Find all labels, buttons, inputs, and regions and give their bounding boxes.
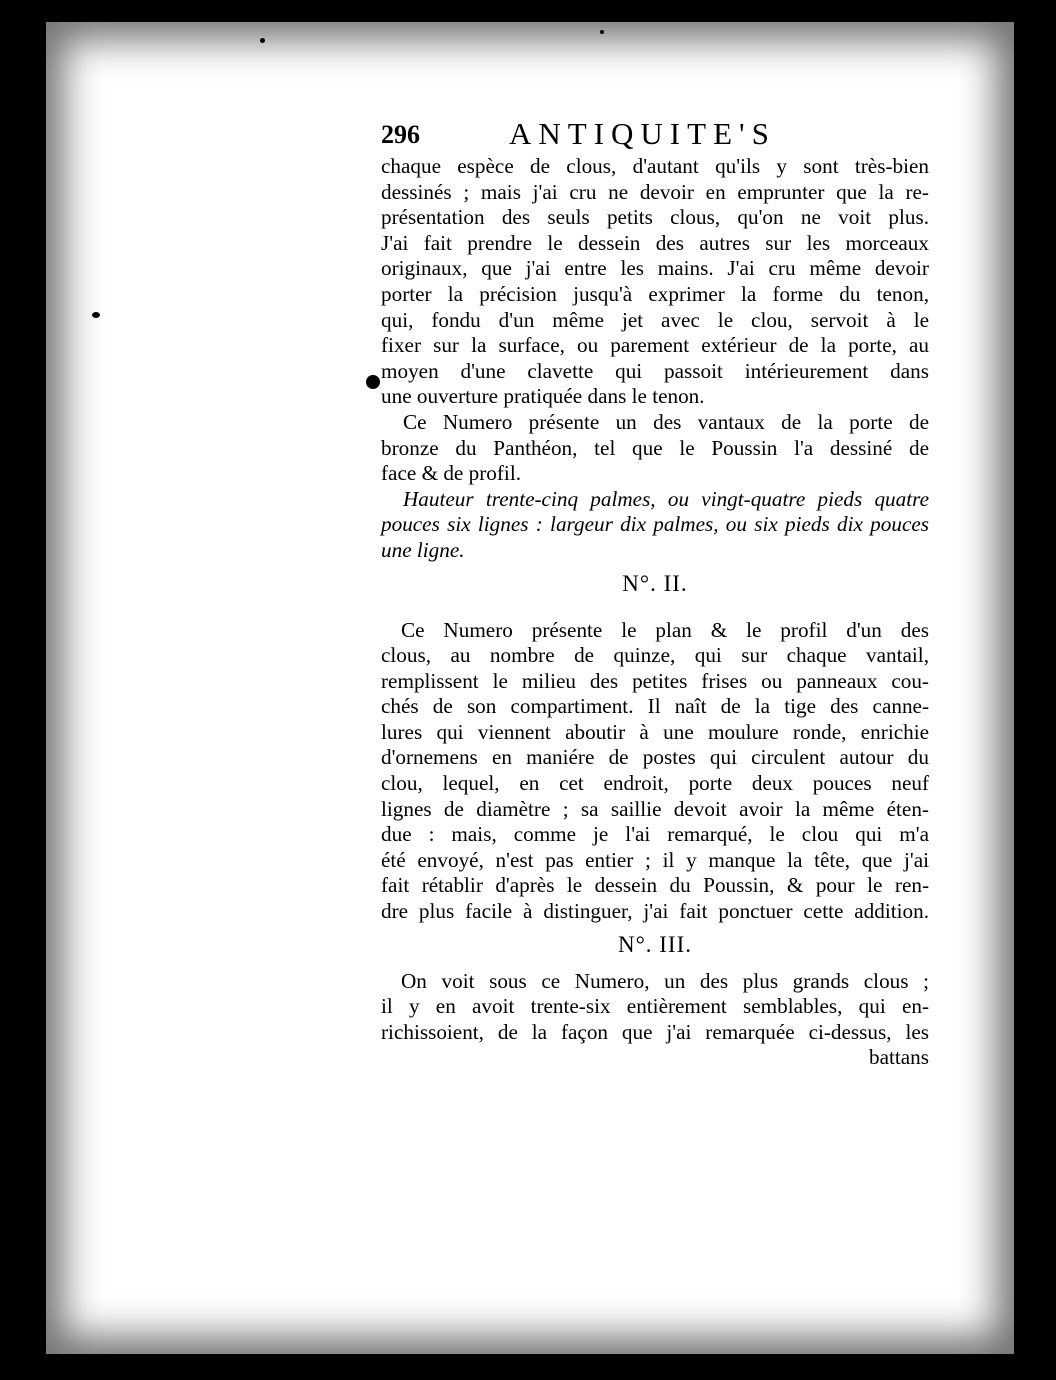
text-line: richissoient, de la façon que j'ai remarquée ci-dessus, les (381, 1019, 929, 1044)
text-line: une ligne. (381, 537, 465, 562)
section-heading: N°. II. (622, 570, 688, 596)
scan-speck (600, 30, 604, 34)
text-line: Ce Numero présente un des vantaux de la porte de (403, 409, 929, 434)
catchword: battans (868, 1045, 929, 1070)
text-line: pouces six lignes : largeur dix palmes, ou six pieds dix pouces (381, 512, 929, 537)
running-title: ANTIQUITE'S (509, 116, 776, 151)
text-line: il y en avoit trente-six entièrement semblables, qui en- (381, 994, 929, 1019)
text-line: porter la précision jusqu'à exprimer la forme du tenon, (381, 281, 929, 306)
text-line: d'ornemens en maniére de postes qui circulent autour du (381, 745, 929, 770)
text-line: une ouverture pratiquée dans le tenon. (381, 384, 705, 409)
text-line: due : mais, comme je l'ai remarqué, le clou qui m'a (381, 822, 929, 847)
scan-speck (260, 38, 265, 43)
text-line: Ce Numero présente le plan & le profil d'un des (401, 617, 929, 642)
text-line: fait rétablir d'après le dessein du Poussin, & pour le ren- (381, 873, 929, 898)
text-line: originaux, que j'ai entre les mains. J'ai cru même devoir (381, 256, 929, 281)
text-line: bronze du Panthéon, tel que le Poussin l'a dessiné de (381, 435, 929, 460)
text-line: moyen d'une clavette qui passoit intérieurement dans (381, 358, 929, 383)
scan-speck (366, 375, 380, 389)
body-text (381, 154, 929, 1071)
text-line: fixer sur la surface, ou parement extérieur de la porte, au (381, 333, 929, 358)
text-line: Hauteur trente-cinq palmes, ou vingt-quatre pieds quatre (403, 486, 929, 511)
text-line: dessinés ; mais j'ai cru ne devoir en emprunter que la re- (381, 179, 929, 204)
text-line: lures qui viennent aboutir à une moulure ronde, enrichie (381, 719, 929, 744)
text-line: On voit sous ce Numero, un des plus grands clous ; (401, 968, 929, 993)
text-line: remplissent le milieu des petites frises ou panneaux cou- (381, 668, 929, 693)
section-heading: N°. III. (617, 931, 693, 957)
text-line: été envoyé, n'est pas entier ; il y manque la tête, que j'ai (381, 847, 929, 872)
text-line: chés de son compartiment. Il naît de la tige des canne- (381, 694, 929, 719)
text-line: clou, lequel, en cet endroit, porte deux pouces neuf (381, 771, 929, 796)
text-line: J'ai fait prendre le dessein des autres sur les morceaux (381, 230, 929, 255)
text-line: présentation des seuls petits clous, qu'on ne voit plus. (381, 205, 929, 230)
text-line: qui, fondu d'un même jet avec le clou, servoit à le (381, 307, 929, 332)
page-header (381, 116, 929, 156)
text-line: clous, au nombre de quinze, qui sur chaque vantail, (381, 643, 929, 668)
text-line: dre plus facile à distinguer, j'ai fait ponctuer cette addition. (381, 899, 929, 924)
scan-speck (92, 312, 100, 318)
spacer (381, 604, 929, 618)
text-line: face & de profil. (381, 461, 522, 486)
text-line: lignes de diamètre ; sa saillie devoit avoir la même éten- (381, 796, 929, 821)
page-number: 296 (381, 120, 420, 149)
text-line: chaque espèce de clous, d'autant qu'ils y sont très-bien (381, 154, 929, 178)
